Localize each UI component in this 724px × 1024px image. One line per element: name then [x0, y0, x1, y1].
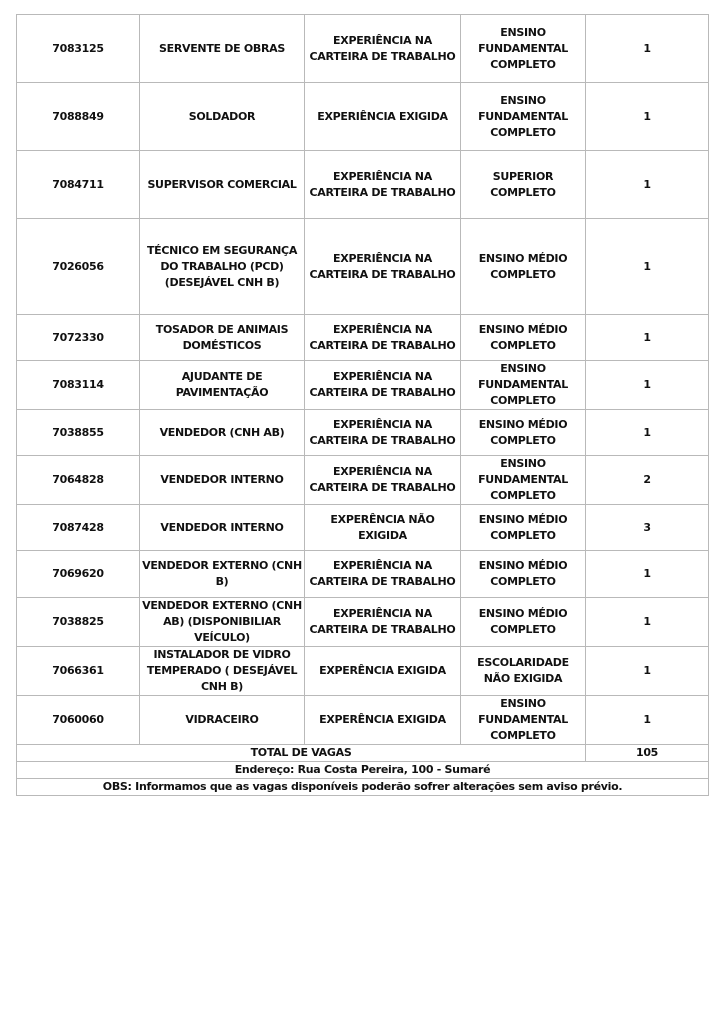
- education-requirement: ENSINO FUNDAMENTAL COMPLETO: [461, 696, 586, 745]
- total-value: 105: [586, 745, 709, 762]
- experience-requirement: EXPERIÊNCIA NA CARTEIRA DE TRABALHO: [305, 410, 461, 456]
- table-row: [17, 151, 709, 219]
- openings-count: 1: [586, 696, 709, 745]
- openings-count: 1: [586, 15, 709, 83]
- address-text: Endereço: Rua Costa Pereira, 100 - Sumaré: [17, 762, 709, 779]
- table-row: [17, 410, 709, 456]
- job-code: 7064828: [17, 456, 140, 505]
- job-code: 7060060: [17, 696, 140, 745]
- experience-requirement: EXPERIÊNCIA NA CARTEIRA DE TRABALHO: [305, 315, 461, 361]
- education-requirement: ENSINO MÉDIO COMPLETO: [461, 505, 586, 551]
- table-row: [17, 505, 709, 551]
- openings-count: 1: [586, 151, 709, 219]
- table-row: [17, 315, 709, 361]
- experience-requirement: EXPERIÊNCIA NA CARTEIRA DE TRABALHO: [305, 361, 461, 410]
- experience-requirement: EXPERÊNCIA EXIGIDA: [305, 647, 461, 696]
- job-rows: [17, 15, 709, 745]
- table-row: [17, 598, 709, 647]
- table-row: [17, 219, 709, 315]
- job-code: 7087428: [17, 505, 140, 551]
- table-row: [17, 647, 709, 696]
- job-title: SUPERVISOR COMERCIAL: [140, 151, 305, 219]
- table-row: [17, 15, 709, 83]
- job-code: 7088849: [17, 83, 140, 151]
- job-code: 7066361: [17, 647, 140, 696]
- job-code: 7083114: [17, 361, 140, 410]
- openings-count: 1: [586, 598, 709, 647]
- education-requirement: ENSINO FUNDAMENTAL COMPLETO: [461, 15, 586, 83]
- education-requirement: ENSINO FUNDAMENTAL COMPLETO: [461, 361, 586, 410]
- experience-requirement: EXPERIÊNCIA NA CARTEIRA DE TRABALHO: [305, 15, 461, 83]
- job-code: 7038855: [17, 410, 140, 456]
- job-title: VENDEDOR EXTERNO (CNH AB) (DISPONIBILIAR VEÍCULO): [140, 598, 305, 647]
- job-title: VENDEDOR EXTERNO (CNH B): [140, 551, 305, 598]
- job-code: 7083125: [17, 15, 140, 83]
- table-row: [17, 456, 709, 505]
- openings-count: 3: [586, 505, 709, 551]
- job-title: VENDEDOR (CNH AB): [140, 410, 305, 456]
- experience-requirement: EXPERIÊNCIA NA CARTEIRA DE TRABALHO: [305, 551, 461, 598]
- note-text: OBS: Informamos que as vagas disponíveis poderão sofrer alterações sem aviso prévio.: [17, 779, 709, 796]
- job-code: 7069620: [17, 551, 140, 598]
- table-row: [17, 83, 709, 151]
- job-title: SOLDADOR: [140, 83, 305, 151]
- experience-requirement: EXPERÊNCIA NÃO EXIGIDA: [305, 505, 461, 551]
- experience-requirement: EXPERÊNCIA EXIGIDA: [305, 696, 461, 745]
- openings-count: 1: [586, 551, 709, 598]
- openings-count: 1: [586, 361, 709, 410]
- job-code: 7072330: [17, 315, 140, 361]
- education-requirement: ENSINO MÉDIO COMPLETO: [461, 219, 586, 315]
- openings-count: 1: [586, 315, 709, 361]
- education-requirement: ENSINO MÉDIO COMPLETO: [461, 315, 586, 361]
- job-title: TÉCNICO EM SEGURANÇA DO TRABALHO (PCD) (DESEJÁVEL CNH B): [140, 219, 305, 315]
- experience-requirement: EXPERIÊNCIA NA CARTEIRA DE TRABALHO: [305, 151, 461, 219]
- job-title: VIDRACEIRO: [140, 696, 305, 745]
- experience-requirement: EXPERIÊNCIA NA CARTEIRA DE TRABALHO: [305, 456, 461, 505]
- openings-count: 1: [586, 219, 709, 315]
- job-title: VENDEDOR INTERNO: [140, 456, 305, 505]
- education-requirement: ENSINO MÉDIO COMPLETO: [461, 598, 586, 647]
- experience-requirement: EXPERIÊNCIA NA CARTEIRA DE TRABALHO: [305, 219, 461, 315]
- job-title: AJUDANTE DE PAVIMENTAÇÃO: [140, 361, 305, 410]
- job-title: INSTALADOR DE VIDRO TEMPERADO ( DESEJÁVEL CNH B): [140, 647, 305, 696]
- job-title: TOSADOR DE ANIMAIS DOMÉSTICOS: [140, 315, 305, 361]
- job-code: 7026056: [17, 219, 140, 315]
- total-row: [17, 745, 709, 762]
- table-footer: [17, 745, 709, 796]
- job-openings-table: [16, 14, 709, 796]
- job-title: SERVENTE DE OBRAS: [140, 15, 305, 83]
- education-requirement: ENSINO FUNDAMENTAL COMPLETO: [461, 83, 586, 151]
- openings-count: 1: [586, 83, 709, 151]
- note-row: [17, 779, 709, 796]
- openings-count: 1: [586, 647, 709, 696]
- address-row: [17, 762, 709, 779]
- education-requirement: ENSINO MÉDIO COMPLETO: [461, 551, 586, 598]
- job-code: 7038825: [17, 598, 140, 647]
- total-label: TOTAL DE VAGAS: [17, 745, 586, 762]
- openings-count: 1: [586, 410, 709, 456]
- education-requirement: ENSINO MÉDIO COMPLETO: [461, 410, 586, 456]
- table-row: [17, 696, 709, 745]
- job-code: 7084711: [17, 151, 140, 219]
- table-row: [17, 361, 709, 410]
- job-title: VENDEDOR INTERNO: [140, 505, 305, 551]
- education-requirement: SUPERIOR COMPLETO: [461, 151, 586, 219]
- experience-requirement: EXPERIÊNCIA EXIGIDA: [305, 83, 461, 151]
- table-row: [17, 551, 709, 598]
- education-requirement: ESCOLARIDADE NÃO EXIGIDA: [461, 647, 586, 696]
- openings-count: 2: [586, 456, 709, 505]
- experience-requirement: EXPERIÊNCIA NA CARTEIRA DE TRABALHO: [305, 598, 461, 647]
- education-requirement: ENSINO FUNDAMENTAL COMPLETO: [461, 456, 586, 505]
